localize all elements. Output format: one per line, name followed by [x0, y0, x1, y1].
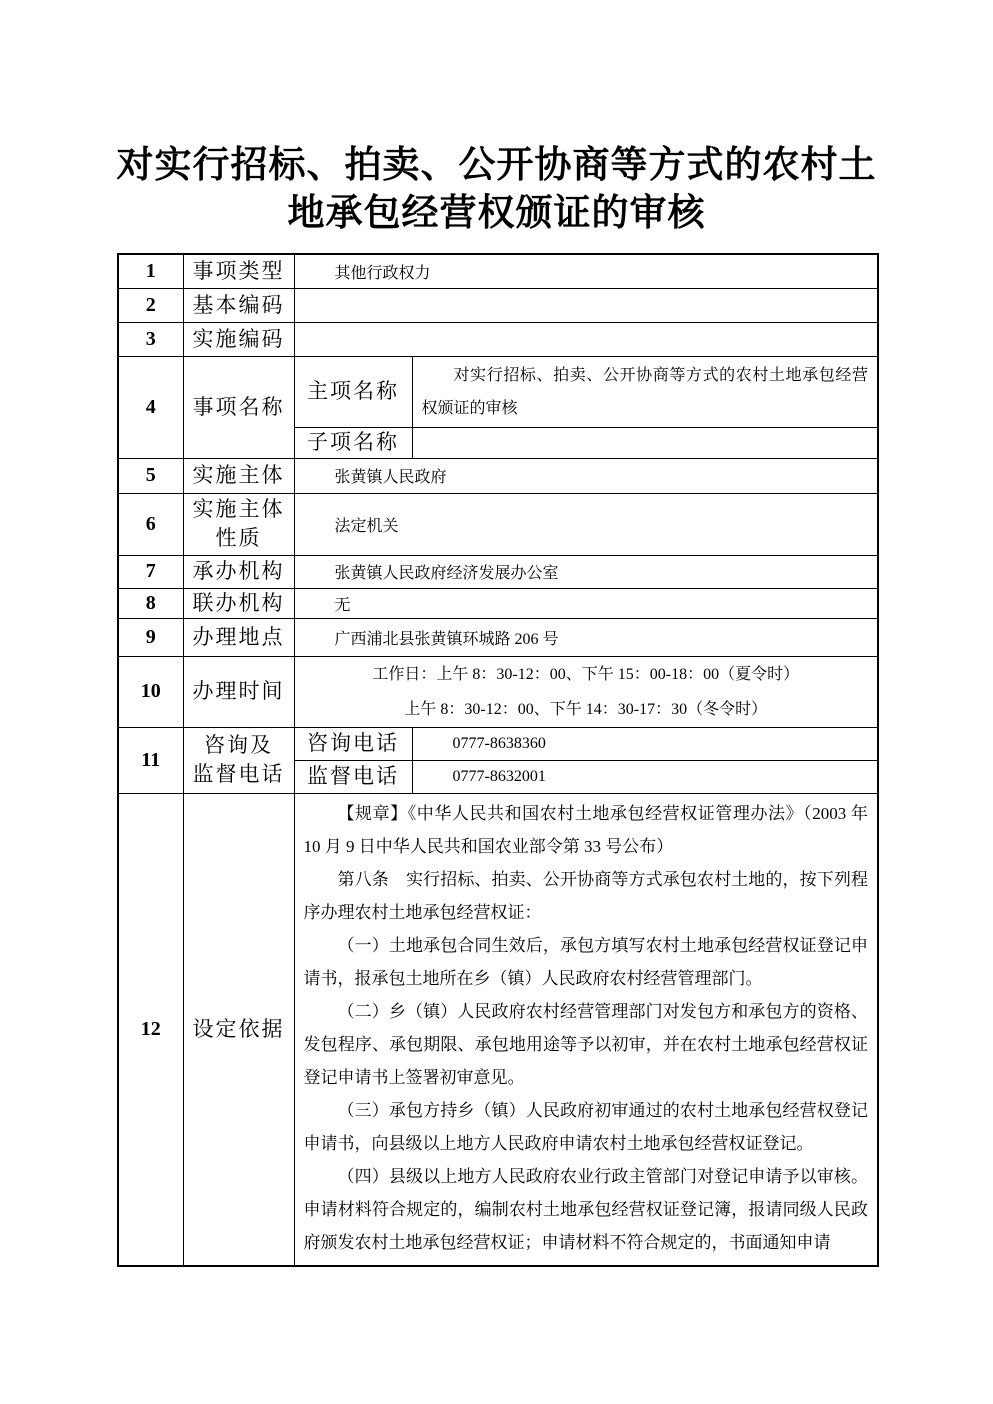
legal-basis-paragraph: （一）土地承包合同生效后，承包方填写农村土地承包经营权证登记申请书，报承包土地所在乡（镇）人民政府农村经营管理部门。	[303, 935, 869, 988]
row-number: 9	[118, 618, 183, 656]
legal-basis-paragraph: 【规章】《中华人民共和国农村土地承包经营权证管理办法》（2003 年 10 月 9 日中华人民共和国农业部令第 33 号公布）	[303, 803, 869, 856]
row-value	[294, 288, 878, 322]
row-label: 事项类型	[183, 254, 294, 288]
row-label	[183, 493, 294, 555]
sub-row-label-consult-phone: 咨询电话	[294, 727, 412, 760]
row-value: 张黄镇人民政府经济发展办公室	[294, 555, 878, 588]
row-number: 5	[118, 458, 183, 493]
row-number: 11	[118, 727, 183, 793]
row-label-line-2: 监督电话	[192, 762, 285, 786]
row-number: 4	[118, 356, 183, 458]
row-label-line-1: 咨询及	[204, 733, 273, 757]
row-value: 无	[294, 588, 878, 618]
main-item-name-text: 对实行招标、拍卖、公开协商等方式的农村土地承包经营权颁证的审核	[421, 366, 869, 417]
sub-row-label-main-item: 主项名称	[294, 356, 412, 427]
sub-row-label-sub-item: 子项名称	[294, 427, 412, 458]
row-label: 联办机构	[183, 588, 294, 618]
item-info-table	[117, 253, 879, 1267]
row-number: 6	[118, 493, 183, 555]
consult-phone-number: 0777-8638360	[412, 727, 878, 760]
row-value	[294, 656, 878, 727]
row-basic-code	[118, 288, 878, 322]
legal-basis-paragraph: （三）承包方持乡（镇）人民政府初审通过的农村土地承包经营权登记申请书，向县级以上地方人民政府申请农村土地承包经营权证登记。	[303, 1100, 869, 1153]
row-legal-basis	[118, 793, 878, 1266]
row-item-type	[118, 254, 878, 288]
row-label: 承办机构	[183, 555, 294, 588]
sub-row-value-main-item	[412, 356, 878, 427]
row-value: 其他行政权力	[294, 254, 878, 288]
row-number: 8	[118, 588, 183, 618]
sub-row-label-supervise-phone: 监督电话	[294, 760, 412, 793]
legal-basis-paragraph: （二）乡（镇）人民政府农村经营管理部门对发包方和承包方的资格、发包程序、承包期限、承包地用途等予以初审，并在农村土地承包经营权证登记申请书上签署初审意见。	[303, 1001, 869, 1087]
row-label: 实施编码	[183, 322, 294, 356]
row-label: 事项名称	[183, 356, 294, 458]
row-handling-time	[118, 656, 878, 727]
row-undertaking-agency	[118, 555, 878, 588]
row-number: 2	[118, 288, 183, 322]
row-body-nature	[118, 493, 878, 555]
row-handling-location	[118, 618, 878, 656]
row-consult-phone	[118, 727, 878, 760]
row-number: 12	[118, 793, 183, 1266]
row-label-line-2: 性质	[215, 526, 262, 550]
row-value: 广西浦北县张黄镇环城路 206 号	[294, 618, 878, 656]
row-value	[294, 322, 878, 356]
legal-basis-paragraph: （四）县级以上地方人民政府农业行政主管部门对登记申请予以审核。申请材料符合规定的，编制农村土地承包经营权证登记簿，报请同级人民政府颁发农村土地承包经营权证；申请材料不符合规定的，书面通知申请	[303, 1166, 869, 1252]
row-number: 10	[118, 656, 183, 727]
row-label: 基本编码	[183, 288, 294, 322]
sub-row-value-sub-item	[412, 427, 878, 458]
row-item-name-main	[118, 356, 878, 427]
row-label	[183, 727, 294, 793]
handling-time-winter: 上午 8：30-12：00、下午 14：30-17：30（冬令时）	[404, 700, 768, 718]
row-number: 1	[118, 254, 183, 288]
document-title	[80, 142, 913, 238]
row-value: 张黄镇人民政府	[294, 458, 878, 493]
row-value: 法定机关	[294, 493, 878, 555]
legal-basis-paragraph: 第八条 实行招标、拍卖、公开协商等方式承包农村土地的，按下列程序办理农村土地承包经营权证：	[303, 869, 869, 922]
legal-basis-content	[294, 793, 878, 1266]
row-label-line-1: 实施主体	[192, 497, 285, 521]
handling-time-summer: 工作日：上午 8：30-12：00、下午 15：00-18：00（夏令时）	[372, 665, 800, 683]
document-title-line-2: 地承包经营权颁证的审核	[287, 193, 706, 234]
row-label: 办理时间	[183, 656, 294, 727]
supervise-phone-number: 0777-8632001	[412, 760, 878, 793]
row-label: 办理地点	[183, 618, 294, 656]
document-title-line-1: 对实行招标、拍卖、公开协商等方式的农村土	[116, 145, 877, 186]
row-joint-agency	[118, 588, 878, 618]
row-number: 7	[118, 555, 183, 588]
row-implementing-body	[118, 458, 878, 493]
row-number: 3	[118, 322, 183, 356]
row-label: 实施主体	[183, 458, 294, 493]
row-label: 设定依据	[183, 793, 294, 1266]
row-implementation-code	[118, 322, 878, 356]
